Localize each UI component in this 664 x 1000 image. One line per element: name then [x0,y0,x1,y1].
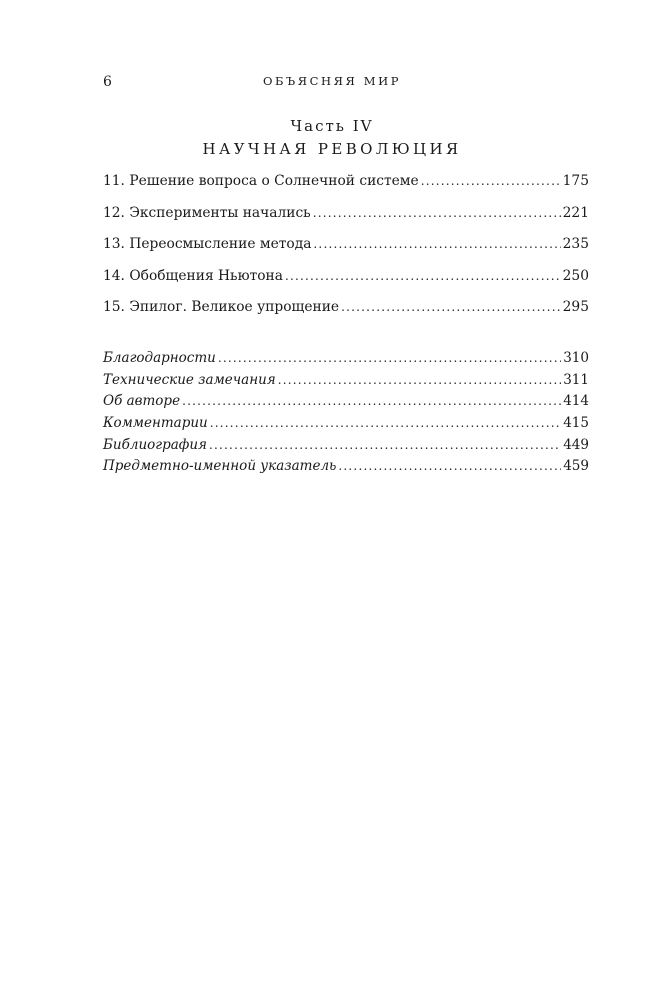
dot-leader [218,351,561,365]
toc-back-matter [103,350,589,480]
toc-entry-title: Об авторе [103,393,181,410]
toc-entry-page: 414 [563,393,589,410]
toc-entry-page: 311 [563,371,589,388]
page-number: 6 [103,74,112,90]
toc-entry-title: Технические замечания [103,371,276,388]
toc-entry-page: 175 [562,173,589,189]
toc-entry-page: 449 [563,436,589,453]
toc-entry-page: 250 [562,267,589,284]
part-title: НАУЧНАЯ РЕВОЛЮЦИЯ [202,140,462,158]
toc-entry[interactable] [103,268,589,300]
toc-chapters [103,173,589,331]
toc-entry[interactable] [103,437,589,459]
dot-leader [313,237,560,251]
dot-leader [421,174,561,188]
toc-entry-title: 12. Эксперименты начались [103,204,311,221]
toc-entry[interactable] [103,236,589,268]
toc-entry[interactable] [103,350,589,372]
dot-leader [209,438,561,452]
toc-entry-title: 13. Переосмысление метода [103,236,312,252]
dot-leader [338,459,561,473]
part-label: Часть IV [290,117,374,135]
toc-entry-page: 295 [562,299,589,315]
toc-entry-page: 310 [563,350,589,366]
toc-entry-page: 415 [563,415,589,432]
toc-entry-title: Библиография [103,436,207,453]
dot-leader [285,269,561,283]
toc-entry-page: 459 [563,458,589,475]
toc-entry[interactable] [103,458,589,480]
toc-entry-title: Комментарии [103,415,208,432]
dot-leader [313,206,561,220]
toc-entry-title: 14. Обобщения Ньютона [103,267,283,284]
toc-entry[interactable] [103,299,589,331]
toc-entry[interactable] [103,205,589,237]
toc-entry-title: Предметно-именной указатель [103,458,337,475]
toc-entry-title: Благодарности [103,350,216,366]
toc-entry[interactable] [103,415,589,437]
running-head: ОБЪЯСНЯЯ МИР [262,74,402,88]
toc-entry[interactable] [103,393,589,415]
dot-leader [341,300,561,314]
toc-entry[interactable] [103,173,589,205]
toc-entry-page: 235 [562,236,589,252]
dot-leader [278,373,561,387]
dot-leader [210,416,561,430]
toc-entry-page: 221 [562,204,589,221]
toc-entry-title: 15. Эпилог. Великое упрощение [103,299,340,315]
toc-entry[interactable] [103,372,589,394]
toc-entry-title: 11. Решение вопроса о Солнечной системе [103,173,419,189]
dot-leader [182,394,561,408]
